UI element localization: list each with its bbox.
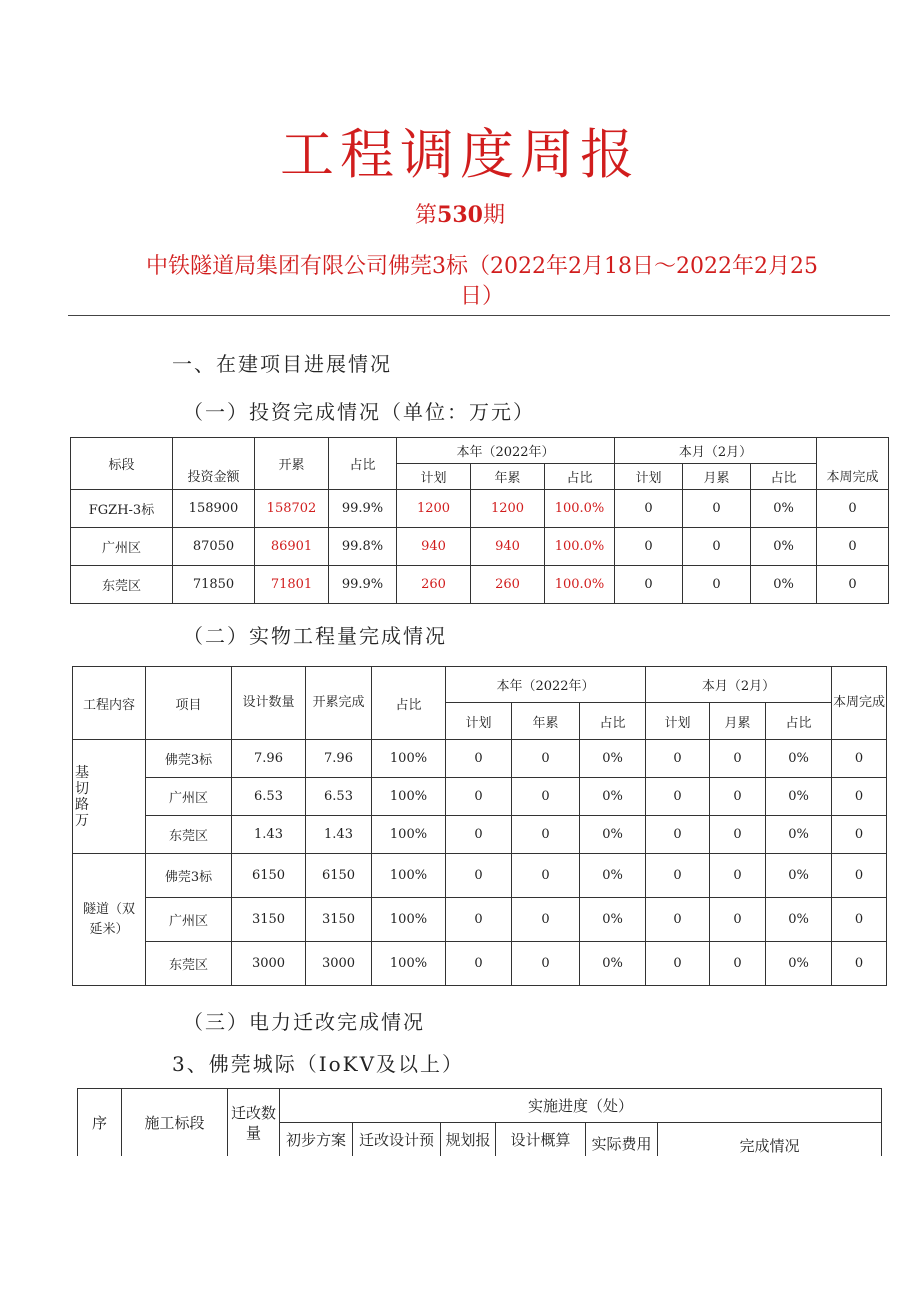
cell-year-cum: 0 (512, 854, 580, 898)
cell-year-plan: 940 (397, 528, 471, 566)
cell-week: 0 (832, 854, 887, 898)
cell-month-cum: 0 (683, 490, 751, 528)
subtitle-line-1: 中铁隧道局集团有限公司佛莞3标（2022年2月18日～2022年2月25 (146, 254, 818, 279)
col-completion: 完成情况 (658, 1123, 882, 1157)
cell-month-ratio: 0% (766, 778, 832, 816)
cell-year-plan: 0 (446, 778, 512, 816)
table-row (73, 898, 887, 942)
group-name (73, 740, 146, 854)
cell-month-plan: 0 (646, 854, 710, 898)
cell-year-ratio: 0% (580, 778, 646, 816)
issue-prefix: 第 (415, 203, 438, 228)
col-ratio: 占比 (372, 667, 446, 740)
cell-month-ratio: 0% (766, 942, 832, 986)
col-year-cum: 年累 (471, 464, 545, 490)
cell-cumulative: 158702 (255, 490, 329, 528)
header-divider (68, 315, 890, 316)
cell-year-plan: 0 (446, 898, 512, 942)
cell-month-plan: 0 (646, 740, 710, 778)
power-subheading: 3、佛莞城际（IoKV及以上） (172, 1052, 465, 1076)
issue-value: 530 (437, 202, 483, 228)
table-row (73, 778, 887, 816)
cell-month-cum: 0 (683, 566, 751, 604)
col-month-ratio: 占比 (751, 464, 817, 490)
cell-cumulative: 86901 (255, 528, 329, 566)
cell-week: 0 (832, 816, 887, 854)
cell-ratio: 100% (372, 898, 446, 942)
cell-design: 1.43 (232, 816, 306, 854)
col-prelim: 初步方案 (280, 1123, 353, 1157)
cell-item: 广州区 (146, 778, 232, 816)
cell-year-plan: 0 (446, 740, 512, 778)
col-amount: 投资金额 (173, 438, 255, 490)
cell-ratio: 99.8% (329, 528, 397, 566)
cell-week: 0 (832, 942, 887, 986)
cell-week: 0 (832, 898, 887, 942)
col-planning: 规划报 (441, 1123, 496, 1157)
cell-month-ratio: 0% (766, 898, 832, 942)
cell-month-cum: 0 (710, 816, 766, 854)
cell-cumulative: 71801 (255, 566, 329, 604)
col-estimate: 设计概算 (496, 1123, 586, 1157)
cell-design: 6150 (232, 854, 306, 898)
report-subtitle (92, 252, 872, 312)
cell-month-cum: 0 (710, 854, 766, 898)
col-week-done: 本周完成 (832, 667, 887, 740)
col-year-plan: 计划 (397, 464, 471, 490)
col-year-ratio: 占比 (580, 703, 646, 740)
cell-year-plan: 1200 (397, 490, 471, 528)
cell-cum: 3150 (306, 898, 372, 942)
table-row (71, 528, 889, 566)
cell-cum: 6150 (306, 854, 372, 898)
report-title: 工程调度周报 (280, 123, 640, 186)
cell-ratio: 100% (372, 854, 446, 898)
power-table (77, 1088, 882, 1156)
cell-item: 佛莞3标 (146, 740, 232, 778)
table-row (73, 854, 887, 898)
cell-ratio: 100% (372, 778, 446, 816)
col-month-ratio: 占比 (766, 703, 832, 740)
cell-item: 东莞区 (146, 942, 232, 986)
col-qty (228, 1089, 280, 1157)
cell-month-plan: 0 (646, 778, 710, 816)
col-cumulative: 开累完成 (306, 667, 372, 740)
col-qty-text: 迁改数量 (230, 1103, 276, 1142)
col-year-group: 本年（2022年） (397, 438, 615, 464)
cell-year-ratio: 0% (580, 898, 646, 942)
group-name-text: 隧道（双延米） (82, 901, 135, 937)
table-row (71, 566, 889, 604)
cell-year-cum: 0 (512, 942, 580, 986)
group-name-text: 基切路万 (75, 764, 89, 829)
cell-month-cum: 0 (710, 898, 766, 942)
cell-month-ratio: 0% (766, 816, 832, 854)
cell-year-cum: 0 (512, 740, 580, 778)
cell-cum: 3000 (306, 942, 372, 986)
cell-week: 0 (817, 528, 889, 566)
cell-month-cum: 0 (683, 528, 751, 566)
col-month-cum: 月累 (710, 703, 766, 740)
table-row (73, 740, 887, 778)
cell-year-ratio: 100.0% (545, 490, 615, 528)
cell-design: 7.96 (232, 740, 306, 778)
cell-ratio: 100% (372, 740, 446, 778)
cell-year-plan: 260 (397, 566, 471, 604)
table-row (73, 816, 887, 854)
cell-month-plan: 0 (646, 816, 710, 854)
cell-design: 3000 (232, 942, 306, 986)
col-week-done: 本周完成 (817, 438, 889, 490)
col-design-qty: 设计数量 (232, 667, 306, 740)
cell-year-ratio: 0% (580, 740, 646, 778)
cell-ratio: 100% (372, 942, 446, 986)
cell-design: 6.53 (232, 778, 306, 816)
col-segment: 施工标段 (122, 1089, 228, 1157)
investment-heading: （一）投资完成情况（单位：万元） (183, 400, 535, 424)
cell-year-ratio: 100.0% (545, 528, 615, 566)
issue-number (0, 198, 920, 229)
investment-table (70, 437, 889, 604)
cell-design: 3150 (232, 898, 306, 942)
cell-segment: 广州区 (71, 528, 173, 566)
cell-year-cum: 1200 (471, 490, 545, 528)
col-ratio: 占比 (329, 438, 397, 490)
cell-ratio: 99.9% (329, 566, 397, 604)
cell-amount: 158900 (173, 490, 255, 528)
col-progress: 实施进度（处） (280, 1089, 882, 1123)
cell-year-ratio: 0% (580, 816, 646, 854)
cell-year-cum: 0 (512, 816, 580, 854)
cell-year-plan: 0 (446, 816, 512, 854)
physical-table (72, 666, 887, 986)
col-year-group: 本年（2022年） (446, 667, 646, 703)
cell-year-cum: 0 (512, 778, 580, 816)
cell-amount: 71850 (173, 566, 255, 604)
col-month-group: 本月（2月） (646, 667, 832, 703)
cell-month-cum: 0 (710, 942, 766, 986)
cell-month-ratio: 0% (766, 740, 832, 778)
col-cumulative: 开累 (255, 438, 329, 490)
col-content: 工程内容 (73, 667, 146, 740)
cell-year-ratio: 100.0% (545, 566, 615, 604)
cell-year-ratio: 0% (580, 942, 646, 986)
cell-year-cum: 260 (471, 566, 545, 604)
cell-segment: 东莞区 (71, 566, 173, 604)
col-month-plan: 计划 (615, 464, 683, 490)
cell-ratio: 99.9% (329, 490, 397, 528)
physical-heading: （二）实物工程量完成情况 (183, 624, 447, 648)
cell-year-cum: 0 (512, 898, 580, 942)
cell-month-ratio: 0% (751, 490, 817, 528)
group-name (73, 854, 146, 986)
cell-cum: 1.43 (306, 816, 372, 854)
cell-week: 0 (817, 566, 889, 604)
table-row (73, 942, 887, 986)
col-year-ratio: 占比 (545, 464, 615, 490)
cell-week: 0 (832, 778, 887, 816)
col-actual-cost: 实际费用 (586, 1123, 658, 1157)
cell-amount: 87050 (173, 528, 255, 566)
table-row (71, 490, 889, 528)
section-heading: 一、在建项目进展情况 (172, 352, 392, 376)
col-month-group: 本月（2月） (615, 438, 817, 464)
col-segment: 标段 (71, 438, 173, 490)
cell-month-plan: 0 (646, 942, 710, 986)
cell-segment: FGZH-3标 (71, 490, 173, 528)
col-month-cum: 月累 (683, 464, 751, 490)
col-year-plan: 计划 (446, 703, 512, 740)
cell-item: 东莞区 (146, 816, 232, 854)
power-heading: （三）电力迁改完成情况 (183, 1010, 425, 1034)
col-design-pre: 迁改设计预 (353, 1123, 441, 1157)
cell-month-plan: 0 (615, 528, 683, 566)
col-seq: 序 (78, 1089, 122, 1157)
cell-month-plan: 0 (646, 898, 710, 942)
cell-month-cum: 0 (710, 778, 766, 816)
cell-item: 广州区 (146, 898, 232, 942)
col-month-plan: 计划 (646, 703, 710, 740)
subtitle-line-2: 日） (459, 284, 504, 309)
cell-month-plan: 0 (615, 490, 683, 528)
cell-month-cum: 0 (710, 740, 766, 778)
cell-week: 0 (832, 740, 887, 778)
cell-year-ratio: 0% (580, 854, 646, 898)
issue-suffix: 期 (482, 203, 505, 228)
col-year-cum: 年累 (512, 703, 580, 740)
cell-month-ratio: 0% (751, 528, 817, 566)
cell-month-plan: 0 (615, 566, 683, 604)
cell-year-cum: 940 (471, 528, 545, 566)
cell-month-ratio: 0% (751, 566, 817, 604)
cell-ratio: 100% (372, 816, 446, 854)
cell-item: 佛莞3标 (146, 854, 232, 898)
cell-year-plan: 0 (446, 854, 512, 898)
cell-year-plan: 0 (446, 942, 512, 986)
col-item: 项目 (146, 667, 232, 740)
cell-cum: 6.53 (306, 778, 372, 816)
cell-cum: 7.96 (306, 740, 372, 778)
cell-week: 0 (817, 490, 889, 528)
cell-month-ratio: 0% (766, 854, 832, 898)
